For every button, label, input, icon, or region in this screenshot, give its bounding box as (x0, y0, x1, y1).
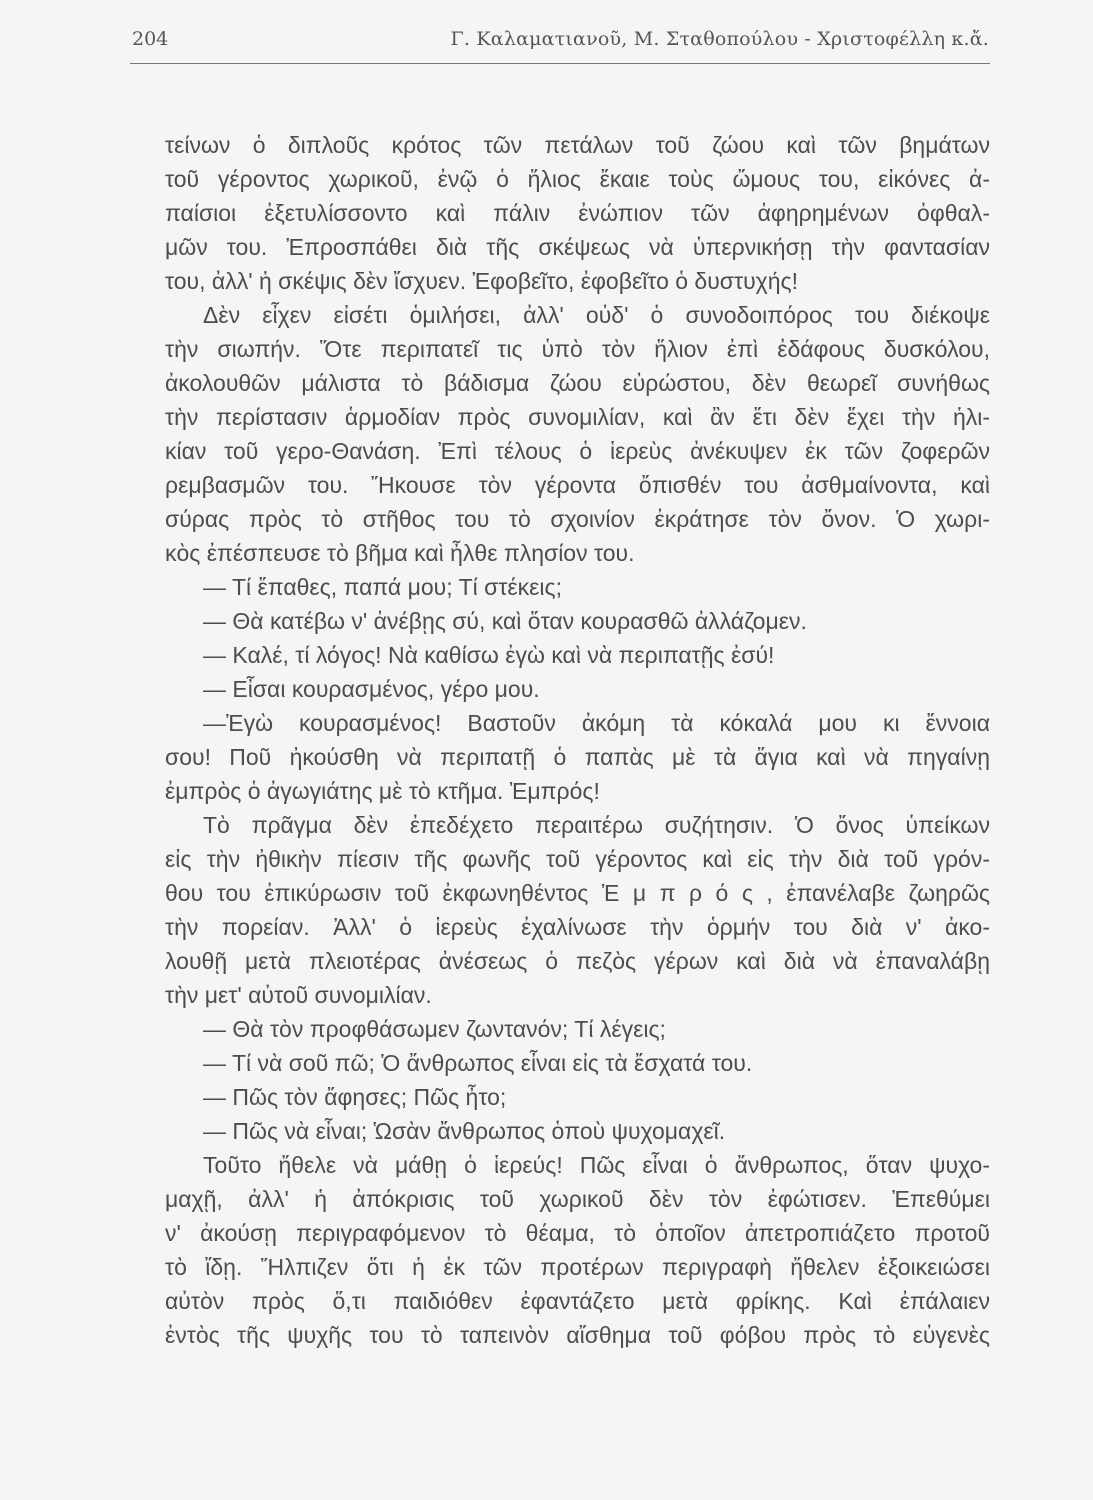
text-line: κίαν τοῦ γερο-Θανάση. Ἐπὶ τέλους ὁ ἱερεὺς ἀνέκυψεν ἐκ τῶν ζοφερῶν (165, 438, 990, 464)
text-line: ἐντὸς τῆς ψυχῆς του τὸ ταπεινὸν αἴσθημα τοῦ φόβου πρὸς τὸ εὐγενὲς (165, 1322, 990, 1348)
text-line: — Τί ἔπαθες, παπά μου; Τί στέκεις; (203, 574, 563, 600)
text-line: εἰς τὴν ἠθικὴν πίεσιν τῆς φωνῆς τοῦ γέροντος καὶ εἰς τὴν διὰ τοῦ γρόν- (165, 846, 990, 872)
text-line: τὸ ἴδῃ. Ἤλπιζεν ὅτι ἡ ἐκ τῶν προτέρων περιγραφὴ ἤθελεν ἐξοικειώσει (165, 1254, 990, 1280)
text-line: Τὸ πρᾶγμα δὲν ἐπεδέχετο περαιτέρω συζήτησιν. Ὁ ὄνος ὑπείκων (203, 812, 990, 838)
text-line: σου! Ποῦ ἠκούσθη νὰ περιπατῇ ὁ παπὰς μὲ τὰ ἅγια καὶ νὰ πηγαίνῃ (165, 744, 990, 770)
text-line: — Τί νὰ σοῦ πῶ; Ὁ ἄνθρωπος εἶναι εἰς τὰ ἔσχατά του. (203, 1050, 753, 1076)
text-line: αὐτὸν πρὸς ὅ,τι παιδιόθεν ἐφαντάζετο μετὰ φρίκης. Καὶ ἐπάλαιεν (165, 1288, 990, 1314)
text-line: ἀκολουθῶν μάλιστα τὸ βάδισμα ζώου εὐρώστου, δὲν θεωρεῖ συνήθως (165, 370, 990, 396)
page-number: 204 (132, 28, 169, 50)
header-rule (130, 63, 990, 64)
text-line: κὸς ἐπέσπευσε τὸ βῆμα καὶ ἦλθε πλησίον του. (165, 540, 635, 566)
text-line: τοῦ γέροντος χωρικοῦ, ἐνῷ ὁ ἥλιος ἔκαιε τοὺς ὤμους του, εἰκόνες ἀ- (165, 166, 990, 192)
text-line: τὴν περίστασιν ἁρμοδίαν πρὸς συνομιλίαν, καὶ ἂν ἔτι δὲν ἔχει τὴν ἡλι- (165, 404, 990, 430)
text-line: ν' ἀκούσῃ περιγραφόμενον τὸ θέαμα, τὸ ὁποῖον ἀπετροπιάζετο προτοῦ (165, 1220, 990, 1246)
text-line: τὴν πορείαν. Ἀλλ' ὁ ἱερεὺς ἐχαλίνωσε τὴν ὁρμήν του διὰ ν' ἀκο- (165, 914, 990, 940)
text-line: — Θὰ τὸν προφθάσωμεν ζωντανόν; Τί λέγεις; (203, 1016, 666, 1042)
text-line: Δὲν εἶχεν εἰσέτι ὁμιλήσει, ἀλλ' οὐδ' ὁ συνοδοιπόρος του διέκοψε (203, 302, 990, 328)
text-line: — Εἶσαι κουρασμένος, γέρο μου. (203, 676, 540, 702)
text-line: — Πῶς τὸν ἄφησες; Πῶς ἦτο; (203, 1084, 507, 1110)
text-line: ρεμβασμῶν του. Ἤκουσε τὸν γέροντα ὄπισθέν του ἀσθμαίνοντα, καὶ (165, 472, 990, 498)
running-header-title: Γ. Καλαματιανοῦ, Μ. Σταθοπούλου - Χριστοφέλλη κ.ἄ. (450, 28, 989, 50)
text-line: μῶν του. Ἐπροσπάθει διὰ τῆς σκέψεως νὰ ὑπερνικήσῃ τὴν φαντασίαν (165, 234, 990, 260)
text-line: τείνων ὁ διπλοῦς κρότος τῶν πετάλων τοῦ ζώου καὶ τῶν βημάτων (165, 132, 990, 158)
text-line: τὴν μετ' αὐτοῦ συνομιλίαν. (165, 982, 432, 1008)
text-line: λουθῇ μετὰ πλειοτέρας ἀνέσεως ὁ πεζὸς γέρων καὶ διὰ νὰ ἐπαναλάβῃ (165, 948, 990, 974)
text-line: θου του ἐπικύρωσιν τοῦ ἐκφωνηθέντος Ἐ μ π ρ ό ς , ἐπανέλαβε ζωηρῶς (165, 880, 990, 906)
text-line: ἐμπρὸς ὁ ἀγωγιάτης μὲ τὸ κτῆμα. Ἐμπρός! (165, 778, 600, 804)
text-line: — Καλέ, τί λόγος! Νὰ καθίσω ἐγὼ καὶ νὰ περιπατῇς ἐσύ! (203, 642, 775, 668)
text-line: του, ἀλλ' ἡ σκέψις δὲν ἴσχυεν. Ἐφοβεῖτο, ἐφοβεῖτο ὁ δυστυχής! (165, 268, 799, 294)
text-line: τὴν σιωπήν. Ὅτε περιπατεῖ τις ὑπὸ τὸν ἥλιον ἐπὶ ἐδάφους δυσκόλου, (165, 336, 990, 362)
text-line: —Ἐγὼ κουρασμένος! Βαστοῦν ἀκόμη τὰ κόκαλά μου κι ἔννοια (203, 710, 990, 736)
text-line: Τοῦτο ἤθελε νὰ μάθῃ ὁ ἱερεύς! Πῶς εἶναι ὁ ἄνθρωπος, ὅταν ψυχο- (203, 1152, 990, 1178)
text-line: σύρας πρὸς τὸ στῆθος του τὸ σχοινίον ἐκράτησε τὸν ὄνον. Ὁ χωρι- (165, 506, 990, 532)
text-line: παίσιοι ἐξετυλίσσοντο καὶ πάλιν ἐνώπιον τῶν ἀφηρημένων ὀφθαλ- (165, 200, 990, 226)
text-line: μαχῇ, ἀλλ' ἡ ἀπόκρισις τοῦ χωρικοῦ δὲν τὸν ἐφώτισεν. Ἐπεθύμει (165, 1186, 990, 1212)
text-line: — Πῶς νὰ εἶναι; Ὡσὰν ἄνθρωπος ὁποὺ ψυχομαχεῖ. (203, 1118, 726, 1144)
text-line: — Θὰ κατέβω ν' ἀνέβῃς σύ, καὶ ὅταν κουρασθῶ ἀλλάζομεν. (203, 608, 807, 634)
